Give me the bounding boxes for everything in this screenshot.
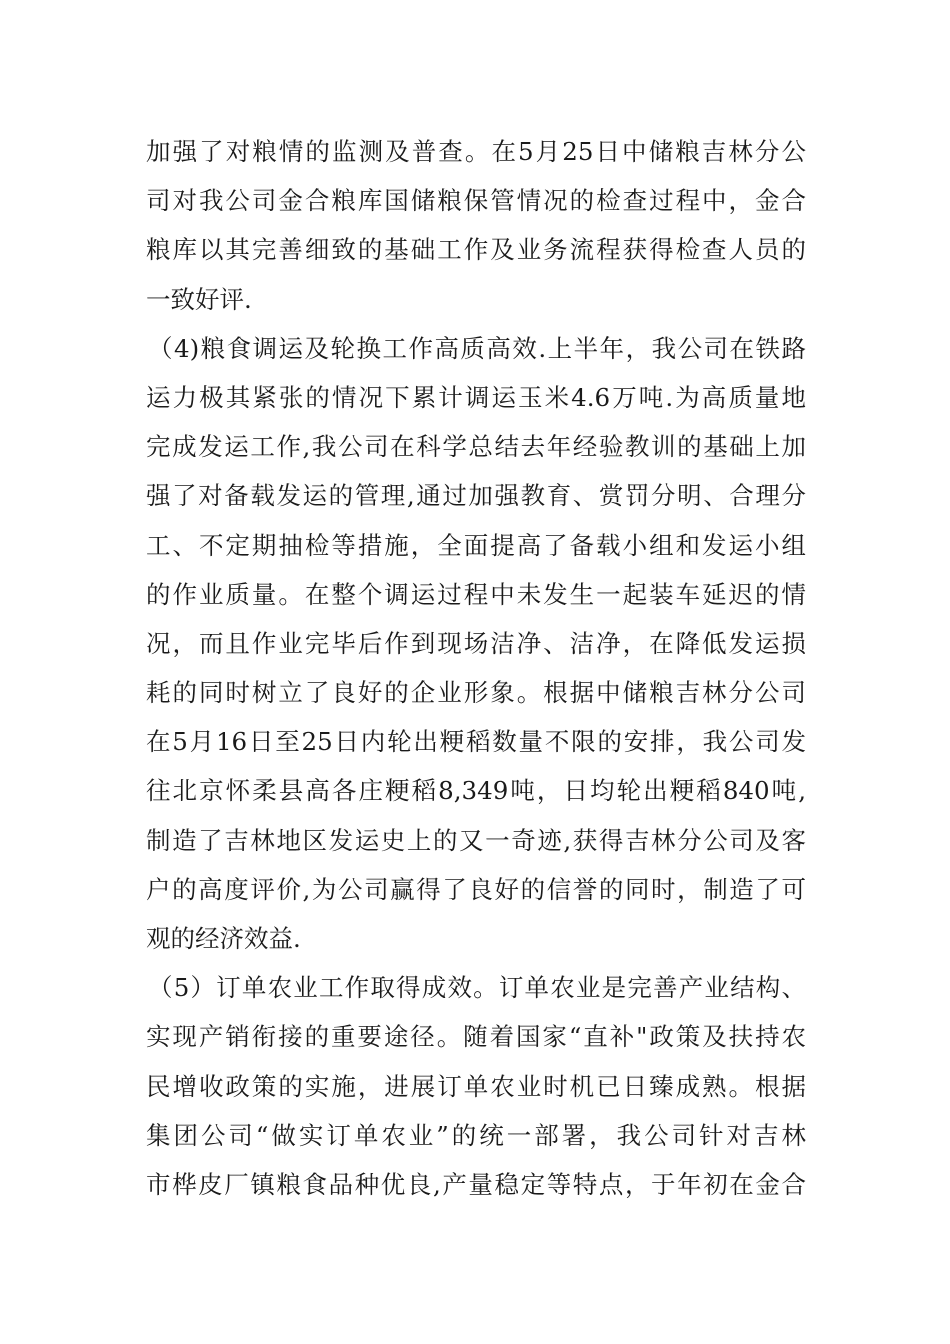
text-line: 司对我公司金合粮库国储粮保管情况的检查过程中，金合 [146, 186, 806, 216]
text-line: 的作业质量。在整个调运过程中未发生一起装车延迟的情 [146, 579, 806, 609]
text-line: 市桦皮厂镇粮食品种优良,产量稳定等特点，于年初在金合 [146, 1169, 806, 1199]
body-text [146, 127, 806, 1209]
text-line: 加强了对粮情的监测及普查。在5月25日中储粮吉林分公 [146, 137, 806, 166]
text-line: 耗的同时树立了良好的企业形象。根据中储粮吉林分公司 [146, 678, 806, 708]
text-line: 往北京怀柔县高各庄粳稻8,349吨，日均轮出粳稻840吨, [146, 776, 806, 806]
text-line: 况，而且作业完毕后作到现场洁净、洁净，在降低发运损 [146, 628, 806, 658]
text-line: 粮库以其完善细致的基础工作及业务流程获得检查人员的 [146, 235, 806, 265]
text-line: 制造了吉林地区发运史上的又一奇迹,获得吉林分公司及客 [146, 825, 806, 855]
text-line: 一致好评. [146, 284, 252, 314]
text-line: 集团公司“做实订单农业”的统一部署，我公司针对吉林 [146, 1120, 806, 1150]
text-line: 户的高度评价,为公司赢得了良好的信誉的同时，制造了可 [146, 874, 806, 904]
text-line: （4)粮食调运及轮换工作高质高效.上半年，我公司在铁路 [148, 333, 806, 363]
text-line: 运力极其紧张的情况下累计调运玉米4.6万吨.为高质量地 [146, 382, 806, 412]
text-line: 实现产销衔接的重要途径。随着国家“直补"政策及扶持农 [146, 1022, 806, 1052]
text-line: 完成发运工作,我公司在科学总结去年经验教训的基础上加 [146, 432, 806, 462]
text-line: （5）订单农业工作取得成效。订单农业是完善产业结构、 [148, 973, 806, 1003]
text-line: 工、不定期抽检等措施，全面提高了备载小组和发运小组 [146, 530, 806, 560]
text-line: 民增收政策的实施，进展订单农业时机已日臻成熟。根据 [146, 1071, 806, 1101]
text-line: 观的经济效益. [146, 924, 301, 953]
text-line: 在5月16日至25日内轮出粳稻数量不限的安排，我公司发 [146, 727, 806, 757]
text-line: 强了对备载发运的管理,通过加强教育、赏罚分明、合理分 [146, 481, 806, 511]
